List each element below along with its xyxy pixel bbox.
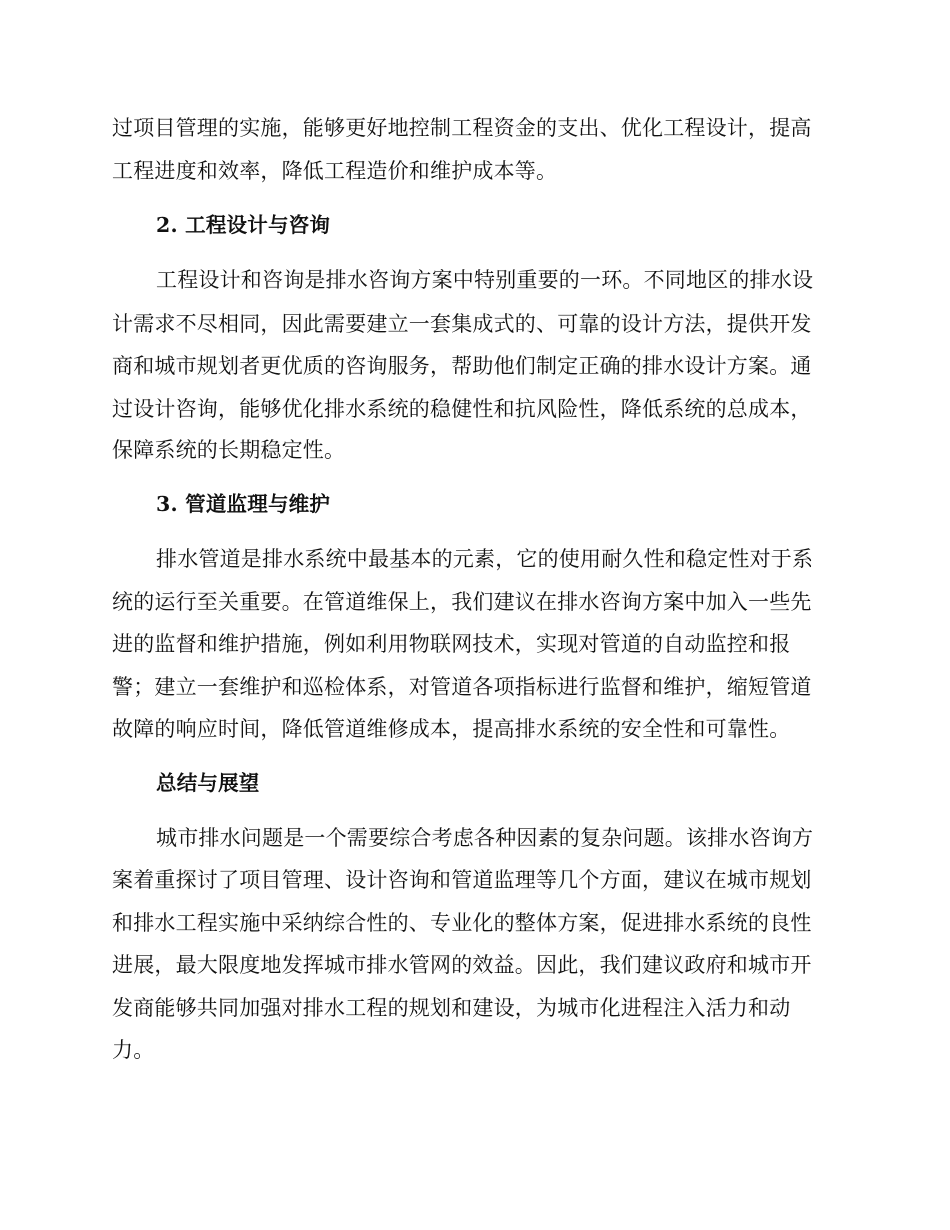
paragraph-line: 进展，最大限度地发挥城市排水管网的效益。因此，我们建议政府和城市开 [112, 953, 812, 977]
paragraph-line: 进的监督和维护措施，例如利用物联网技术，实现对管道的自动监控和报 [112, 632, 791, 656]
paragraph-line: 力。 [112, 1038, 155, 1062]
paragraph-line: 统的运行至关重要。在管道维保上，我们建议在排水咨询方案中加入一些先 [112, 590, 812, 614]
paragraph-line: 计需求不尽相同，因此需要建立一套集成式的、可靠的设计方法，提供开发 [112, 312, 812, 336]
section-heading: 2. 工程设计与咨询 [156, 213, 331, 237]
paragraph-line: 发商能够共同加强对排水工程的规划和建设，为城市化进程注入活力和动 [112, 996, 791, 1020]
paragraph-line: 过项目管理的实施，能够更好地控制工程资金的支出、优化工程设计，提高 [112, 116, 812, 140]
paragraph-line: 和排水工程实施中采纳综合性的、专业化的整体方案，促进排水系统的良性 [112, 911, 812, 935]
paragraph-line: 过设计咨询，能够优化排水系统的稳健性和抗风险性，降低系统的总成本， [112, 397, 812, 421]
paragraph-line: 故障的响应时间，降低管道维修成本，提高排水系统的安全性和可靠性。 [112, 717, 791, 741]
paragraph-line: 城市排水问题是一个需要综合考虑各种因素的复杂问题。该排水咨询方 [156, 826, 814, 850]
paragraph-line: 保障系统的长期稳定性。 [112, 438, 346, 462]
paragraph-line: 商和城市规划者更优质的咨询服务，帮助他们制定正确的排水设计方案。通 [112, 354, 812, 378]
paragraph-line: 案着重探讨了项目管理、设计咨询和管道监理等几个方面，建议在城市规划 [112, 868, 812, 892]
section-heading: 3. 管道监理与维护 [156, 492, 331, 516]
paragraph-line: 警；建立一套维护和巡检体系，对管道各项指标进行监督和维护，缩短管道 [112, 675, 812, 699]
paragraph-line: 工程进度和效率，降低工程造价和维护成本等。 [112, 159, 558, 183]
paragraph-line: 工程设计和咨询是排水咨询方案中特别重要的一环。不同地区的排水设 [156, 268, 814, 292]
section-heading: 总结与展望 [156, 771, 260, 795]
paragraph-line: 排水管道是排水系统中最基本的元素，它的使用耐久性和稳定性对于系 [156, 547, 814, 571]
